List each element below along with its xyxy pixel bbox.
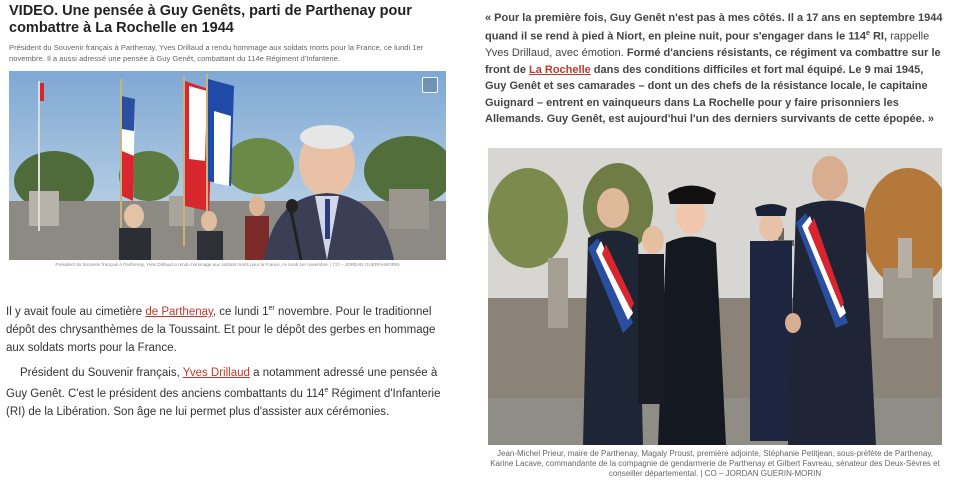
article-title: VIDEO. Une pensée à Guy Genêts, parti de Parthenay pour combattre à La Rochelle en 1944 xyxy=(9,3,412,36)
superscript: er xyxy=(268,305,275,312)
paragraph xyxy=(6,300,446,357)
officials-photo-graphic xyxy=(488,148,942,445)
article-intro: Président du Souvenir français à Parthenay, Yves Drillaud a rendu hommage aux soldats morts pour la France, ce lundi 1er novembre. Il a aussi adressé une pensée à Guy Genêt, combattant du 114e Régiment d'Infanterie. xyxy=(9,43,424,63)
parthenay-link[interactable] xyxy=(145,306,213,318)
paragraph-text: Régiment d'Infanterie (RI) de la Libération. Son âge ne lui permet plus d'assister aux cérémonies. xyxy=(6,387,441,418)
quote-attribution: rappelle Yves Drillaud, avec émotion. xyxy=(485,31,930,60)
quote-text: « Pour la première fois, Guy Genêt n'est pas à mes côtés. Il a 17 ans en septembre 1944 quand il se rend à pied à Niort, en pleine nuit, pour s'engager dans le 114 xyxy=(485,12,943,44)
link-text: Yves Drillaud xyxy=(182,367,250,379)
photo-caption: Président du Souvenir français à Parthenay, Yves Drillaud a rendu hommage aux soldats morts pour la France, ce lundi 1er novembre. | CO – JORDAN GUERIN-MORIN xyxy=(55,262,400,267)
paragraph-text: , ce lundi 1 xyxy=(212,305,269,318)
expand-icon[interactable] xyxy=(422,77,438,93)
link-text: de Parthenay xyxy=(145,305,213,318)
quote-text: dans des conditions difficiles et fort mal équipé. Le 9 mai 1945, Guy Genêt et ses camarades – dont un des chefs de la résistance locale, le capitaine Guignard – entrent en vainqueurs dans La Rochelle pour y faire prisonniers les Allemands. Guy Genêt, est aujourd'hui l'un des derniers survivants de cette épopée. » xyxy=(485,63,935,126)
quote-block xyxy=(485,10,945,128)
paragraph-text: a notamment adressé une pensée à Guy Genêt. C'est le président des anciens combattants du 114 xyxy=(6,367,438,400)
photo-caption: Jean-Michel Prieur, maire de Parthenay, Magaly Proust, première adjointe, Stéphanie Petitjean, sous-préfète de Parthenay, Karine Lacave, commandante de la compagnie de gendarmerie de Parthenay et Gilbert Favreau, sénateur des Deux-Sèvres et conseiller départemental. | CO – JORDAN GUERIN-MORIN xyxy=(490,449,940,478)
paragraph-text: Président du Souvenir français, xyxy=(20,367,183,379)
paragraph-text: Il y avait foule au cimetière xyxy=(6,305,146,318)
superscript: e xyxy=(865,30,870,38)
superscript: e xyxy=(324,387,329,394)
quote-text: RI, xyxy=(869,31,891,44)
paragraph xyxy=(6,364,446,421)
la-rochelle-link[interactable]: La Rochelle xyxy=(529,63,591,76)
ceremony-photo-graphic xyxy=(9,71,446,260)
paragraph-text: novembre. Pour le traditionnel dépôt des chrysanthèmes de la Toussaint. Et pour le dépôt des gerbes en hommage aux soldats morts pour la France. xyxy=(6,305,436,354)
yves-drillaud-link[interactable] xyxy=(183,367,250,379)
quote-text: Formé d'anciens résistants, ce régiment va combattre sur le front de xyxy=(485,47,941,76)
officials-photo[interactable] xyxy=(488,148,942,445)
ceremony-photo[interactable] xyxy=(9,71,446,260)
